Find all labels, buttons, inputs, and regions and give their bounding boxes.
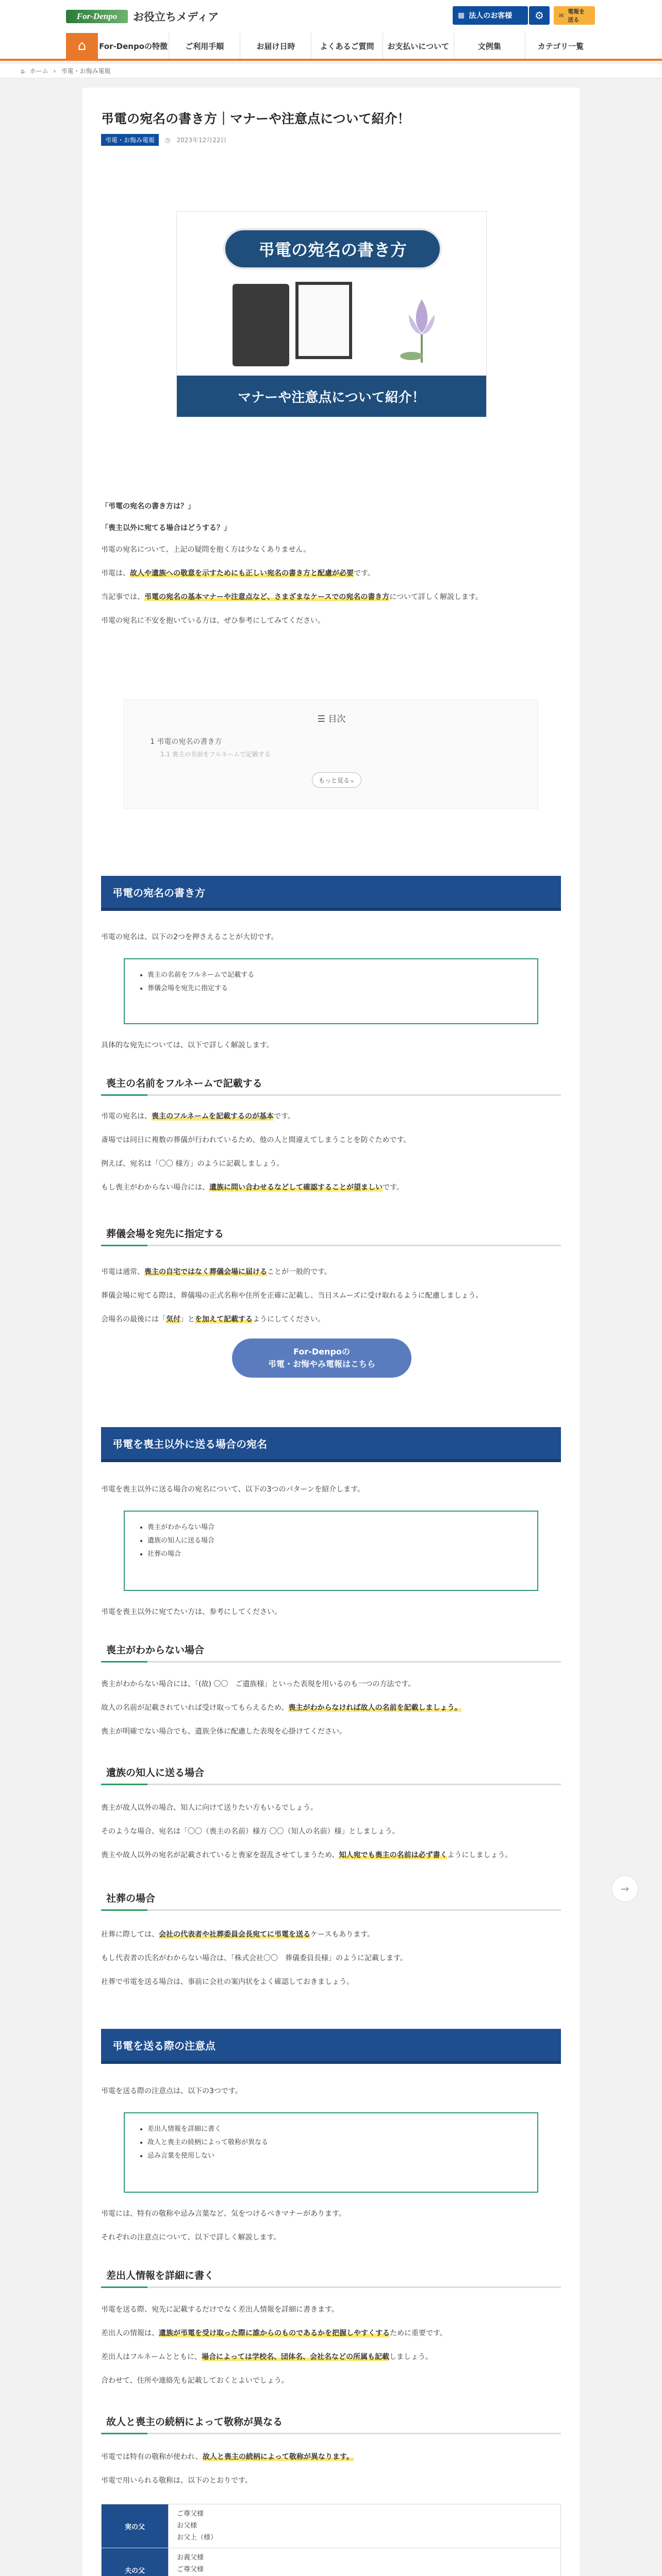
global-nav — [66, 33, 596, 59]
table-row — [102, 2504, 561, 2548]
chevron-down-icon: ⌄ — [349, 776, 355, 784]
text: 会場名の最後には「 — [101, 1315, 166, 1324]
highlight: 気付 — [166, 1315, 180, 1324]
paragraph: 弔電を送る際、宛先に記載するだけでなく差出人情報を詳細に書きます。 — [101, 2306, 339, 2314]
subsection-heading: 遺族の知人に送る場合 — [101, 1765, 561, 1785]
nav-features[interactable]: For-Denpoの特徴 — [98, 33, 169, 59]
honorific-cell — [169, 2504, 561, 2548]
paragraph: 喪主が故人以外の場合、知人に向けて送りたい方もいるでしょう。 — [101, 1804, 318, 1812]
cta-line-2: 弔電・お悔やみ電報はこちら — [268, 1359, 375, 1369]
highlight: 会社の代表者や社葬委員会長宛てに弔電を送る — [159, 1930, 310, 1939]
honorific-term: お義父様 — [177, 2554, 204, 2562]
table-of-contents — [124, 700, 538, 809]
list-item: • 喪主がわからない場合 — [147, 1521, 524, 1534]
eyecatch-subtitle: マナーや注意点について紹介！ — [177, 376, 486, 417]
text: 差出人はフルネームとともに、 — [101, 2353, 202, 2361]
mail-icon: ✉ — [559, 12, 564, 19]
paragraph: 弔電の宛名は、以下の2つを押さえることが大切です。 — [101, 933, 278, 941]
site-logo[interactable] — [66, 6, 219, 27]
toc-heading — [124, 711, 539, 724]
building-icon: ▦ — [458, 11, 465, 20]
order-telegram-button[interactable] — [554, 6, 595, 25]
honorific-term: お父上（様） — [177, 2533, 218, 2541]
text: ことが一般的です。 — [267, 1268, 332, 1276]
subsection-heading: 差出人情報を詳細に書く — [101, 2268, 561, 2288]
toc-item[interactable]: 1 弔電の宛名の書き方 — [150, 738, 222, 746]
list-item: • 葬儀会場を宛先に指定する — [147, 982, 524, 995]
home-icon[interactable]: ⌂ — [66, 33, 98, 59]
summary-box — [124, 1511, 538, 1591]
text: 」と — [180, 1315, 195, 1324]
intro-q2-text: 「喪主以外に宛てる場合はどうする？」 — [101, 524, 231, 532]
subsection-heading: 社葬の場合 — [101, 1891, 561, 1911]
highlight: 喪主のフルネームを記載するのが基本 — [152, 1112, 274, 1121]
text: 弔電の宛名は、 — [101, 1112, 152, 1121]
highlight: 遺族が弔電を受け取った際に誰からのものであるかを把握しやすくする — [159, 2329, 390, 2337]
text: 差出人の情報は、 — [101, 2329, 159, 2337]
list-item: • 遺族の知人に送る場合 — [147, 1534, 524, 1548]
paragraph: 斎場では同日に複数の葬儀が行われているため、他の人と間違えてしまうことを防ぐためです。 — [101, 1136, 411, 1144]
breadcrumb-category[interactable]: 弔電・お悔み電報 — [61, 67, 111, 75]
paragraph: 弔電を喪主以外に宛てたい方は、参考にしてください。 — [101, 1608, 282, 1616]
text: もし喪主がわからない場合には、 — [101, 1183, 209, 1192]
paragraph: 弔電には、特有の敬称や忌み言葉など、気をつけるべきマナーがあります。 — [101, 2210, 346, 2218]
article-card — [82, 88, 580, 2576]
section-heading: 弔電を送る際の注意点 — [101, 2029, 561, 2064]
text: 当記事では、 — [101, 593, 144, 601]
highlight: 弔電の宛名の基本マナーや注意点など、さまざまなケースでの宛名の書き方 — [144, 593, 390, 601]
text: ケースもあります。 — [310, 1930, 375, 1939]
nav-faq[interactable]: よくあるご質問 — [311, 33, 383, 59]
list-item: • 忌み言葉を使用しない — [147, 2149, 524, 2163]
toc-more-button[interactable] — [312, 772, 361, 788]
letter-illustration — [295, 282, 352, 359]
subsection-heading: 喪主の名前をフルネームで記載する — [101, 1076, 561, 1096]
paragraph: 例えば、宛名は「〇〇 様方」のように記載しましょう。 — [101, 1160, 284, 1168]
highlight: 遺族に問い合わせるなどして確認することが望ましい — [209, 1183, 383, 1192]
paragraph: 社葬で弔電を送る場合は、事前に会社の案内状をよく確認しておきましょう。 — [101, 1978, 354, 1986]
text: 弔電では特有の敬称が使われ、 — [101, 2453, 203, 2461]
clock-icon: ◷ — [165, 136, 171, 144]
text: です。 — [354, 569, 375, 578]
intro-q1-text: 「弔電の宛名の書き方は？」 — [101, 502, 195, 511]
intro-paragraph-2 — [101, 567, 561, 581]
text: ために重要です。 — [390, 2329, 447, 2337]
honorific-table — [101, 2504, 561, 2576]
intro-paragraph-3 — [101, 590, 561, 604]
paragraph: 喪主が明確でない場合でも、遺族全体に配慮した表現を心掛けてください。 — [101, 1727, 346, 1736]
paragraph: それぞれの注意点について、以下で詳しく解説します。 — [101, 2233, 281, 2242]
relation-cell: 実の父 — [102, 2504, 169, 2548]
article-meta — [101, 134, 227, 146]
section-heading: 弔電の宛名の書き方 — [101, 876, 561, 911]
list-item: • 差出人情報を詳細に書く — [147, 2123, 524, 2136]
envelope-illustration — [233, 284, 289, 366]
toc-subitem[interactable]: 1.1 喪主の名前をフルネームで記載する — [160, 751, 271, 758]
list-icon: ☰ — [317, 714, 328, 724]
text: 弔電は、 — [101, 569, 130, 578]
toc-heading-text: 目次 — [328, 714, 346, 724]
paragraph: 弔電を送る際の注意点は、以下の3つです。 — [101, 2087, 242, 2095]
site-header — [0, 0, 662, 61]
intro-paragraph-4: 弔電の宛名に不安を抱いている方は、ぜひ参考にしてみてください。 — [101, 617, 325, 625]
paragraph — [101, 1181, 561, 1195]
breadcrumb-home[interactable]: ホーム — [29, 67, 48, 75]
scroll-to-top-button[interactable] — [611, 1875, 638, 1902]
corporate-button[interactable] — [453, 6, 528, 25]
toc-more-label: もっと見る — [318, 776, 350, 784]
corporate-button-label: 法人のお客様 — [469, 12, 512, 20]
highlight: 喪主の自宅ではなく葬儀会場に届ける — [144, 1268, 267, 1276]
highlight: 故人と喪主の続柄によって敬称が異なります。 — [202, 2453, 354, 2461]
summary-box — [124, 958, 538, 1024]
honorific-term: ご尊父様 — [177, 2510, 204, 2518]
eyecatch-title: 弔電の宛名の書き方 — [223, 228, 442, 269]
paragraph — [101, 2350, 561, 2364]
text: ようにしてください。 — [253, 1315, 325, 1324]
category-badge[interactable]: 弔電・お悔み電報 — [101, 134, 159, 146]
text: 社葬に際しては、 — [101, 1930, 159, 1939]
telegram-cta-button[interactable] — [232, 1338, 411, 1378]
paragraph: 葬儀会場に宛てる際は、葬儀場の正式名称や住所を正確に記載し、当日スムーズに受け取れるように配慮しましょう。 — [101, 1292, 483, 1300]
paragraph — [101, 1110, 561, 1124]
table-row — [102, 2548, 561, 2576]
logo-text: お役立ちメディア — [133, 11, 219, 23]
highlight: 場合によっては学校名、団体名、会社名などの所属も記載 — [202, 2353, 390, 2361]
paragraph — [101, 1849, 561, 1862]
order-button-label: 電報を送る — [568, 8, 585, 23]
paragraph — [101, 1928, 561, 1942]
nav-delivery[interactable]: お届け日時 — [240, 33, 311, 59]
text: ようにしましょう。 — [447, 1851, 512, 1859]
home-icon: ⌂ — [21, 67, 25, 75]
chevron-right-icon: › — [53, 67, 56, 75]
honorific-cell — [169, 2548, 561, 2576]
text: 弔電は通常、 — [101, 1268, 144, 1276]
text: 故人の名前が記載されていれば受け取ってもらえるため、 — [101, 1704, 289, 1712]
publish-date: 2023年12月22日 — [176, 137, 227, 144]
settings-button[interactable] — [529, 6, 550, 25]
section-heading: 弔電を喪主以外に送る場合の宛名 — [101, 1427, 561, 1462]
paragraph — [101, 1701, 561, 1715]
text: です。 — [383, 1183, 404, 1192]
nav-categories[interactable]: カテゴリ一覧 — [537, 41, 584, 51]
paragraph — [101, 1313, 561, 1327]
summary-box — [124, 2112, 538, 2193]
text: しましょう。 — [389, 2353, 433, 2361]
honorific-term: お父様 — [177, 2521, 197, 2530]
paragraph: そのような場合、宛名は「〇〇（喪主の名前）様方 〇〇（知人の名前）様」としましょう。 — [101, 1827, 400, 1836]
intro-question-2 — [101, 521, 561, 535]
paragraph: 喪主がわからない場合には、「(故) 〇〇 ご遺族様」といった表現を用いるのも一つの方法です。 — [101, 1680, 416, 1688]
paragraph — [101, 2450, 561, 2464]
honorific-term: ご尊父様 — [177, 2566, 204, 2573]
subsection-heading: 葬儀会場を宛先に指定する — [101, 1226, 561, 1246]
paragraph: 具体的な宛先については、以下で詳しく解説します。 — [101, 1041, 274, 1049]
list-item: • 故人と喪主の続柄によって敬称が異なる — [147, 2136, 524, 2149]
breadcrumb — [0, 64, 662, 78]
paragraph: 合わせて、住所や連絡先も記載しておくとよいでしょう。 — [101, 2377, 289, 2385]
lotus-illustration — [393, 289, 450, 366]
highlight: 故人や遺族への敬意を示すためにも正しい宛名の書き方と配慮が必要 — [130, 569, 354, 578]
subsection-heading: 喪主がわからない場合 — [101, 1642, 561, 1663]
text: について詳しく解説します。 — [389, 593, 483, 601]
nav-usage[interactable]: ご利用手順 — [169, 33, 240, 59]
list-item: • 社葬の場合 — [147, 1548, 524, 1561]
list-item: • 喪主の名前をフルネームで記載する — [147, 969, 524, 982]
paragraph: もし代表者の氏名がわからない場合は、「株式会社〇〇 葬儀委員長様」のように記載します。 — [101, 1954, 407, 1962]
highlight: 喪主がわからなければ故人の名前を記載しましょう。 — [288, 1704, 462, 1712]
highlight: を加えて記載する — [195, 1315, 253, 1324]
intro-question-1 — [101, 500, 561, 514]
cta-line-1: For-Denpoの — [293, 1347, 350, 1357]
paragraph — [101, 2327, 561, 2341]
intro-paragraph-1: 弔電の宛名について、上記の疑問を抱く方は少なくありません。 — [101, 546, 311, 554]
paragraph — [101, 1265, 561, 1279]
nav-examples[interactable]: 文例集 — [454, 33, 525, 59]
relation-cell: 夫の父 — [102, 2548, 169, 2576]
logo-mark: For-Denpo — [66, 10, 128, 23]
paragraph: 弔電で用いられる敬称は、以下のとおりです。 — [101, 2477, 252, 2485]
highlight: 知人宛でも喪主の名前は必ず書く — [339, 1851, 448, 1859]
article-title: 弔電の宛名の書き方｜マナーや注意点について紹介！ — [101, 111, 410, 126]
arrow-right-icon: → — [620, 1883, 630, 1895]
nav-payment[interactable]: お支払いについて — [383, 33, 454, 59]
gear-icon: ⚙ — [535, 9, 544, 22]
text: 喪主や故人以外の宛名が記載されていると喪家を混乱させてしまうため、 — [101, 1851, 339, 1859]
subsection-heading: 故人と喪主の続柄によって敬称が異なる — [101, 2414, 561, 2434]
eyecatch-image — [176, 211, 487, 417]
paragraph: 弔電を喪主以外に送る場合の宛名について、以下の3つのパターンを紹介します。 — [101, 1485, 365, 1494]
text: です。 — [274, 1112, 295, 1121]
